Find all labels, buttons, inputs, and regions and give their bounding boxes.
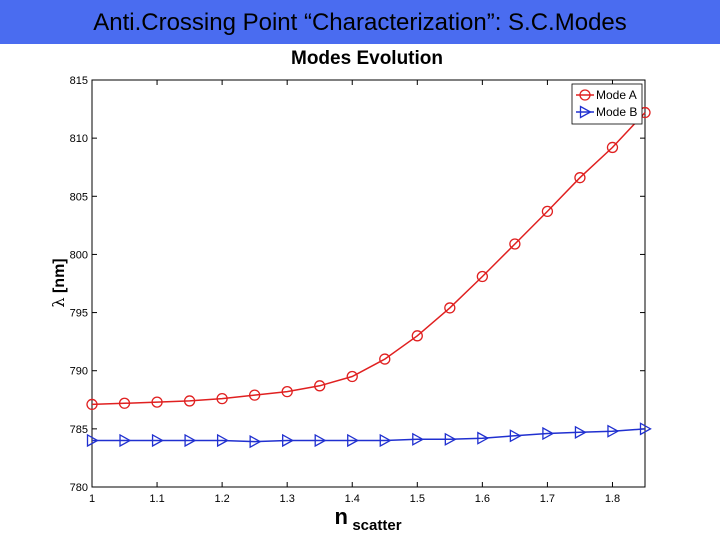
svg-text:λ [nm] [49,258,68,307]
legend-label-mode-a: Mode A [596,88,637,102]
x-axis-label [334,504,401,534]
x-tick-label: 1.2 [214,493,230,505]
y-tick-label: 815 [69,75,88,87]
y-tick-label: 805 [69,191,88,204]
x-tick-label: 1.5 [409,493,425,505]
y-tick-label: 780 [69,482,88,494]
legend-label-mode-b: Mode B [596,105,638,119]
x-tick-label: 1.8 [604,493,621,505]
x-axis-label-subscript: scatter [352,517,402,534]
y-tick-label: 790 [69,365,88,378]
y-axis-label-symbol: λ [49,297,68,308]
y-tick-label: 795 [69,307,88,320]
y-tick-label: 785 [69,423,88,436]
y-tick-label: 810 [69,133,88,146]
x-tick-label: 1.6 [474,493,491,505]
legend [572,84,642,124]
x-tick-label: 1 [88,493,96,505]
x-tick-label: 1.1 [149,493,165,505]
x-axis-label-main: n [334,504,348,529]
x-tick-label: 1.3 [279,493,295,505]
chart-title: Modes Evolution [291,48,443,69]
plot-frame [92,80,645,487]
x-tick-label: 1.7 [539,493,556,505]
y-axis-label-unit: [nm] [51,258,68,294]
slide-title: Anti.Crossing Point “Characterization”: S.C.Modes [93,9,627,36]
y-tick-label: 800 [69,249,88,262]
x-tick-label: 1.4 [344,493,360,505]
y-axis-label [49,258,68,307]
